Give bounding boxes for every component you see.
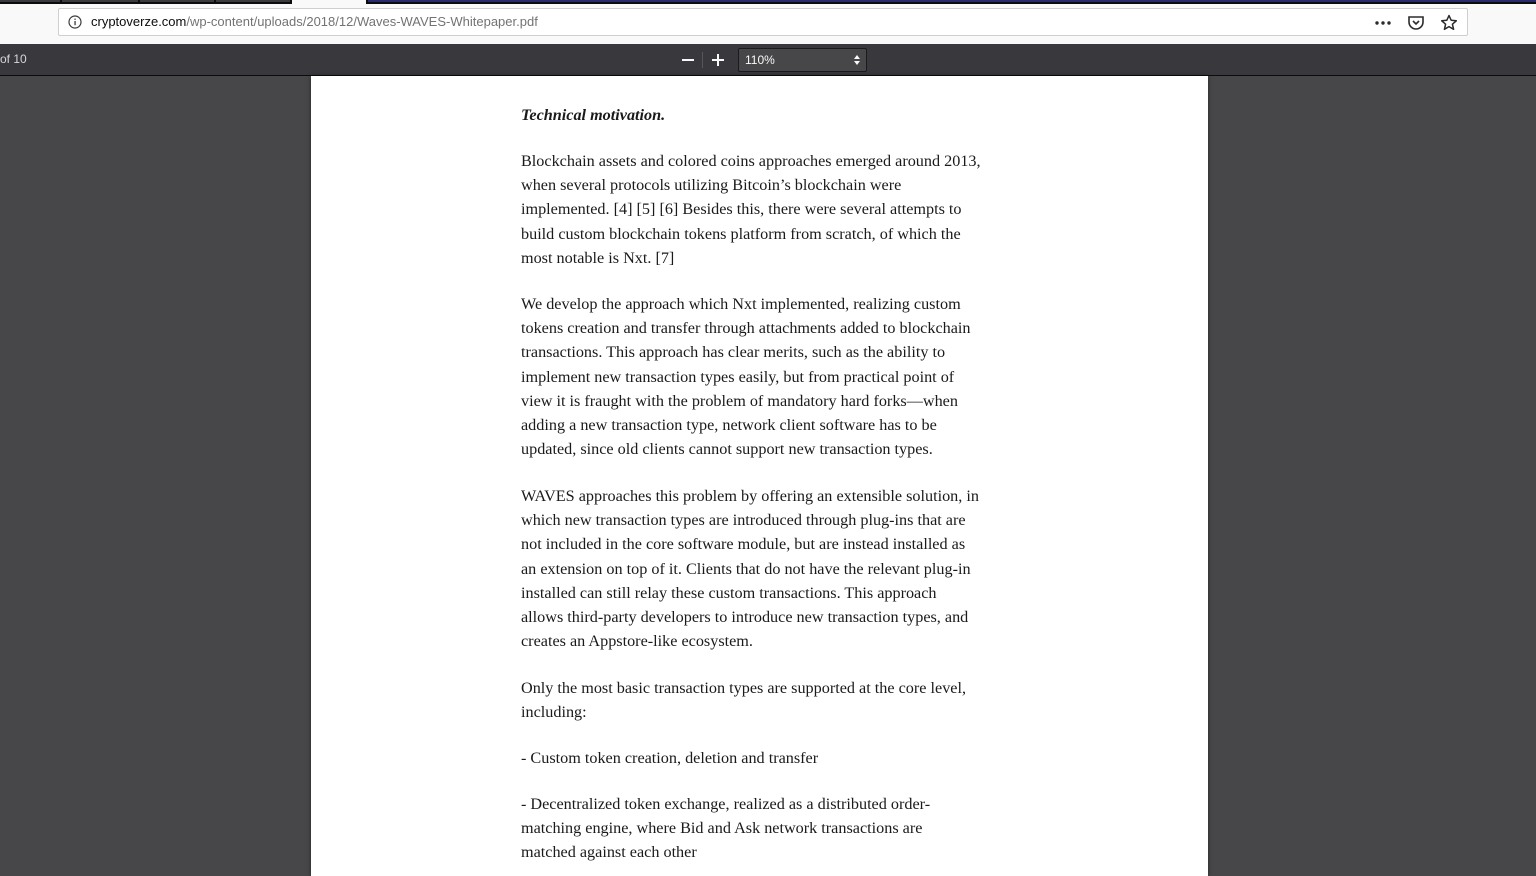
zoom-out-button[interactable] [676, 48, 700, 72]
paragraph [521, 149, 1011, 270]
tab-edge[interactable] [368, 0, 1536, 2]
text-line: installed can still relay these custom transactions. This approach [521, 583, 937, 602]
url-bar[interactable] [58, 8, 1468, 36]
text-line: WAVES approaches this problem by offering an extensible solution, in [521, 487, 979, 505]
plus-icon [706, 48, 730, 72]
pocket-icon[interactable] [1406, 13, 1426, 33]
text-line: not included in the core software module, but are instead installed as [521, 535, 966, 554]
navigation-bar [0, 4, 1536, 44]
text-line: tokens creation and transfer through attachments added to blockchain [521, 319, 971, 338]
more-icon[interactable] [1373, 13, 1393, 33]
paragraph [521, 484, 1011, 653]
text-line: matched against each other [521, 843, 697, 862]
text-line: when several protocols utilizing Bitcoin’s blockchain were [521, 176, 902, 195]
text-line: allows third-party developers to introduce new transaction types, and [521, 608, 969, 627]
page-count-label: of 10 [0, 52, 27, 66]
zoom-value: 110% [745, 53, 775, 67]
list-item [521, 792, 1011, 865]
tab-edge[interactable] [216, 0, 290, 2]
paragraph [521, 292, 1011, 461]
url-text[interactable] [91, 14, 538, 29]
page-actions [1365, 13, 1459, 33]
zoom-divider [702, 52, 703, 68]
zoom-in-button[interactable] [706, 48, 730, 72]
tab-edge[interactable] [62, 0, 138, 2]
text-line: updated, since old clients cannot support new transaction types. [521, 440, 933, 459]
info-icon[interactable] [68, 15, 82, 29]
pdf-viewer[interactable] [0, 76, 1536, 876]
text-line: adding a new transaction type, network client software has to be [521, 416, 937, 435]
paragraph [521, 676, 1011, 724]
tab-edge[interactable] [140, 0, 214, 2]
text-line: Blockchain assets and colored coins approaches emerged around 2013, [521, 152, 981, 170]
url-domain: cryptoverze.com [91, 14, 187, 29]
text-line: Only the most basic transaction types are supported at the core level, [521, 679, 967, 697]
text-line: - Custom token creation, deletion and transfer [521, 749, 819, 767]
tab-edge[interactable] [0, 0, 60, 2]
text-line: including: [521, 703, 587, 722]
pdf-page [311, 76, 1208, 876]
list-item [521, 746, 1011, 770]
text-line: transactions. This approach has clear merits, such as the ability to [521, 343, 946, 362]
url-path: /wp-content/uploads/2018/12/Waves-WAVES-Whitepaper.pdf [186, 14, 538, 29]
bookmark-star-icon[interactable] [1439, 13, 1459, 33]
minus-icon [676, 48, 700, 72]
text-line: implement new transaction types easily, but from practical point of [521, 367, 955, 386]
text-line: view it is fraught with the problem of mandatory hard forks—when [521, 391, 958, 410]
zoom-select[interactable] [738, 48, 867, 72]
text-line: build custom blockchain tokens platform from scratch, of which the [521, 224, 961, 243]
text-line: an extension on top of it. Clients that do not have the relevant plug-in [521, 559, 971, 578]
text-line: We develop the approach which Nxt implemented, realizing custom [521, 295, 961, 313]
text-line: implemented. [4] [5] [6] Besides this, there were several attempts to [521, 200, 962, 219]
text-line: matching engine, where Bid and Ask network transactions are [521, 819, 923, 838]
pdf-toolbar [0, 44, 1536, 76]
text-line: which new transaction types are introduced through plug-ins that are [521, 511, 966, 530]
section-heading: Technical motivation. [521, 106, 666, 124]
text-line: creates an Appstore-like ecosystem. [521, 632, 753, 651]
text-line: - Decentralized token exchange, realized as a distributed order- [521, 795, 931, 813]
select-arrows-icon [854, 54, 860, 66]
text-line: most notable is Nxt. [7] [521, 248, 675, 267]
